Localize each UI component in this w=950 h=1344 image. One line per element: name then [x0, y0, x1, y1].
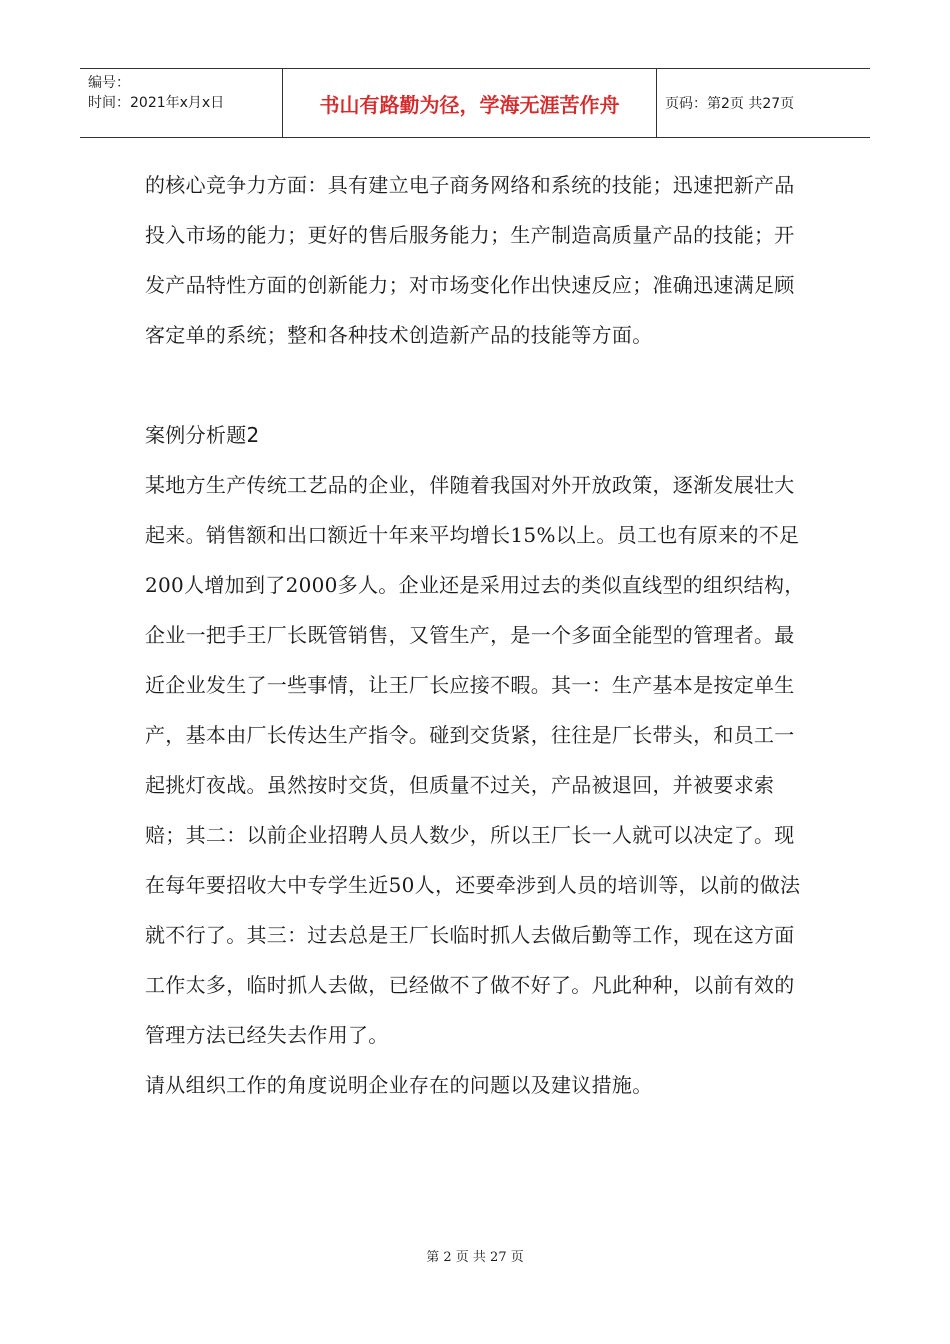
- header-meta: [80, 69, 283, 137]
- header-page-info-cell: [657, 69, 870, 137]
- case-heading: 案例分析题2: [145, 423, 260, 447]
- paragraph-question: 请从组织工作的角度说明企业存在的问题以及建议措施。: [145, 1073, 653, 1097]
- header-page-info: 页码：第2页 共27页: [665, 96, 795, 112]
- code-label: 编号：: [88, 75, 130, 91]
- paragraph-case-description: 某地方生产传统工艺品的企业，伴随着我国对外开放政策，逐渐发展壮大起来。销售额和出口额近十年来平均增长15%以上。员工也有原来的不足200人增加到了2000多人。企业还是采用过去的类似直线型的组织结构，企业一把手王厂长既管销售，又管生产，是一个多面全能型的管理者。最近企业发生了一些事情，让王厂长应接不暇。其一：生产基本是按定单生产，基本由厂长传达生产指令。碰到交货紧，往往是厂长带头，和员工一起挑灯夜战。虽然按时交货，但质量不过关，产品被退回，并被要求索赔；其二：以前企业招聘人员人数少，所以王厂长一人就可以决定了。现在每年要招收大中专学生近50人，还要牵涉到人员的培训等，以前的做法就不行了。其三：过去总是王厂长临时抓人去做后勤等工作，现在这方面工作太多，临时抓人去做，已经做不了做不好了。凡此种种，以前有效的管理方法已经失去作用了。: [145, 473, 805, 1047]
- page-footer: [0, 1246, 950, 1265]
- header-motto: 书山有路勤为径，学海无涯苦作舟: [319, 92, 620, 117]
- header-motto-cell: [283, 69, 657, 137]
- date-label: 时间：2021年x月x日: [88, 95, 225, 111]
- page-header: [80, 68, 870, 138]
- paragraph-core-competence: 的核心竞争力方面：具有建立电子商务网络和系统的技能；迅速把新产品投入市场的能力；更好的售后服务能力；生产制造高质量产品的技能；开发产品特性方面的创新能力；对市场变化作出快速反应；准确迅速满足顾客定单的系统；整和各种技术创造新产品的技能等方面。: [145, 173, 795, 347]
- footer-page-number: 第 2 页 共 27 页: [426, 1250, 524, 1265]
- document-body: [145, 160, 810, 1110]
